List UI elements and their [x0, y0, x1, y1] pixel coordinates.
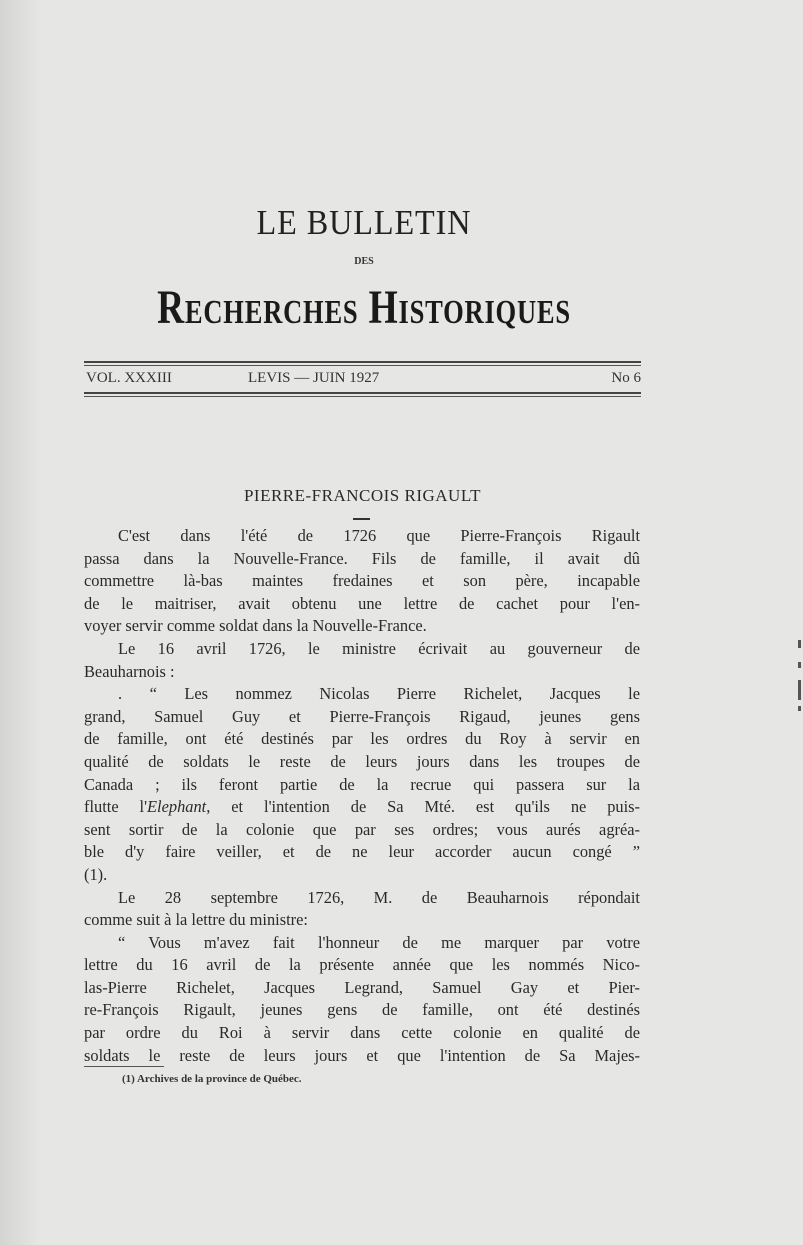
footnote: (1) Archives de la province de Québec.: [122, 1073, 302, 1085]
body-line: [84, 796, 640, 819]
masthead-rule-top: [84, 361, 641, 366]
body-line: ble d'y faire veiller, et de ne leur accorder aucun congé ”: [84, 842, 640, 862]
body-line: de le maitriser, avait obtenu une lettre de cachet pour l'en-: [84, 593, 640, 613]
body-line: soldats le reste de leurs jours et que l'intention de Sa Majes-: [84, 1045, 640, 1065]
body-line: commettre là-bas maintes fredaines et son père, incapable: [84, 571, 640, 591]
body-line: de famille, ont été destinés par les ordres du Roy à servir en: [84, 729, 640, 749]
body-line: Beauharnois :: [84, 661, 175, 681]
page-gutter-shadow: [0, 0, 40, 1245]
place-date-label: LEVIS — JUIN 1927: [248, 370, 380, 386]
body-line: par ordre du Roi à servir dans cette colonie en qualité de: [84, 1023, 640, 1043]
title-separator-dash: [353, 518, 370, 520]
body-line: “ Vous m'avez fait l'honneur de me marquer par votre: [118, 932, 640, 952]
body-line: Canada ; ils feront partie de la recrue qui passera sur la: [84, 774, 640, 794]
article-title: PIERRE-FRANCOIS RIGAULT: [243, 486, 482, 505]
ship-name-italic: Elephant: [147, 797, 207, 817]
body-line: (1).: [84, 864, 108, 884]
body-line-text: , et l'intention de Sa Mté. est qu'ils ne puis-: [206, 797, 641, 817]
body-line: passa dans la Nouvelle-France. Fils de famille, il avait dû: [84, 548, 640, 568]
article-body: [84, 525, 640, 1067]
body-line: grand, Samuel Guy et Pierre-François Rigaud, jeunes gens: [84, 706, 640, 726]
body-line: lettre du 16 avril de la présente année que les nommés Nico-: [84, 955, 640, 975]
body-line: comme suit à la lettre du ministre:: [84, 910, 308, 930]
page-edge-marks: [798, 640, 802, 730]
body-line: re-François Rigault, jeunes gens de famille, ont été destinés: [84, 1000, 640, 1020]
body-line: las-Pierre Richelet, Jacques Legrand, Samuel Gay et Pier-: [84, 977, 640, 997]
footnote-rule: [84, 1066, 164, 1067]
issue-info-row: [84, 370, 641, 390]
body-line-text: flutte l': [84, 797, 148, 817]
masthead-title-des: DES: [354, 256, 374, 267]
body-line: C'est dans l'été de 1726 que Pierre-François Rigault: [118, 526, 640, 545]
body-line: Le 16 avril 1726, le ministre écrivait au gouverneur de: [118, 638, 640, 658]
masthead-rule-bottom: [84, 392, 641, 397]
body-line: sent sortir de la colonie que par ses ordres; vous aurés agréa-: [84, 819, 640, 839]
volume-label: VOL. XXXIII: [86, 370, 172, 386]
body-line: Le 28 septembre 1726, M. de Beauharnois répondait: [118, 887, 640, 907]
issue-number-label: No 6: [611, 370, 641, 386]
masthead-title-recherches-historiques: Recherches Historiques: [157, 281, 571, 334]
body-line: voyer servir comme soldat dans la Nouvelle-France.: [84, 616, 427, 636]
masthead-title-le-bulletin: LE BULLETIN: [256, 203, 472, 242]
body-line: . “ Les nommez Nicolas Pierre Richelet, Jacques le: [118, 684, 640, 704]
body-line: qualité de soldats le reste de leurs jours dans les troupes de: [84, 751, 640, 771]
